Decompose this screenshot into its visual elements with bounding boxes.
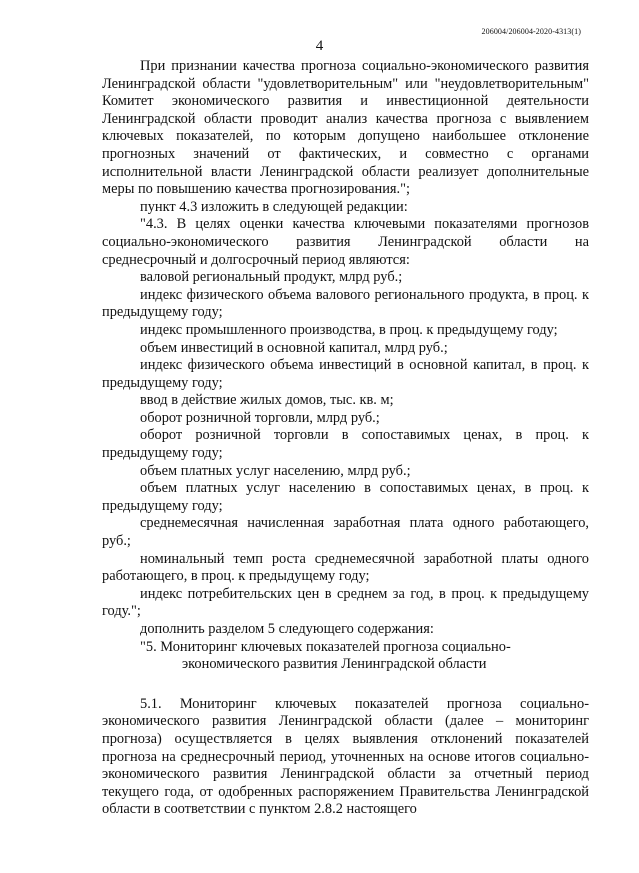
list-item-cpi: индекс потребительских цен в среднем за год, в проц. к предыдущему году.";	[102, 585, 589, 620]
document-body	[102, 58, 589, 819]
list-item-retail-comparable: оборот розничной торговли в сопоставимых ценах, в проц. к предыдущему году;	[102, 427, 589, 462]
paragraph-clause-4-3-intro: пункт 4.3 изложить в следующей редакции:	[140, 198, 408, 215]
paragraph-quality-assessment: При признании качества прогноза социально-экономического развития Ленинградской области "удовлетворительным" или "неудовлетворительным" Комитет экономического развития и инвестиционной деятельности Ленинградской области проводит анализ качества прогноза с выявлением ключевых показателей, по которым допущено наибольшее отклонение прогнозных значений от фактических, и совместно с органами исполнительной власти Ленинградской области реализует дополнительные меры по повышению качества прогнозирования.";	[102, 58, 589, 198]
paragraph-clause-4-3: "4.3. В целях оценки качества ключевыми показателями прогнозов социально-экономического развития Ленинградской области на среднесрочный и долгосрочный период являются:	[102, 216, 589, 268]
list-item-investment-volume: объем инвестиций в основной капитал, млрд руб.;	[140, 339, 448, 356]
list-item-average-salary: среднемесячная начисленная заработная плата одного работающего, руб.;	[102, 515, 589, 550]
list-item-paid-services: объем платных услуг населению, млрд руб.;	[140, 462, 411, 479]
list-item-investment-index: индекс физического объема инвестиций в основной капитал, в проц. к предыдущему году;	[102, 357, 589, 391]
list-item-grp-index: индекс физического объема валового регионального продукта, в проц. к предыдущему году;	[102, 286, 589, 321]
paragraph-add-section-5: дополнить разделом 5 следующего содержания:	[140, 621, 434, 637]
list-item-retail: оборот розничной торговли, млрд руб.;	[140, 409, 380, 426]
section-5-heading-line2: экономического развития Ленинградской области	[182, 656, 487, 673]
list-item-industrial-index: индекс промышленного производства, в проц. к предыдущему году;	[140, 321, 558, 338]
list-item-grp: валовой региональный продукт, млрд руб.;	[140, 269, 403, 286]
list-item-housing: ввод в действие жилых домов, тыс. кв. м;	[140, 392, 394, 409]
list-item-salary-growth: номинальный темп роста среднемесячной заработной платы одного работающего, в проц. к предыдущему году;	[102, 550, 589, 585]
paragraph-5-1: 5.1. Мониторинг ключевых показателей прогноза социально-экономического развития Ленинградской области (далее – мониторинг прогноза) осуществляется в целях выявления отклонений показателей прогноза на среднесрочный период, уточненных на основе итогов социально-экономического развития Ленинградской области за отчетный период текущего года, от одобренных распоряжением Правительства Ленинградской области в соответствии с пунктом 2.8.2 настоящего	[102, 695, 589, 818]
list-item-paid-services-comparable: объем платных услуг населению в сопоставимых ценах, в проц. к предыдущему году;	[102, 480, 589, 514]
page-number: 4	[315, 38, 324, 54]
section-5-heading-line1: "5. Мониторинг ключевых показателей прогноза социально-	[140, 638, 511, 655]
document-code: 206004/206004-2020-4313(1)	[481, 27, 581, 36]
section-5-heading	[102, 639, 589, 674]
